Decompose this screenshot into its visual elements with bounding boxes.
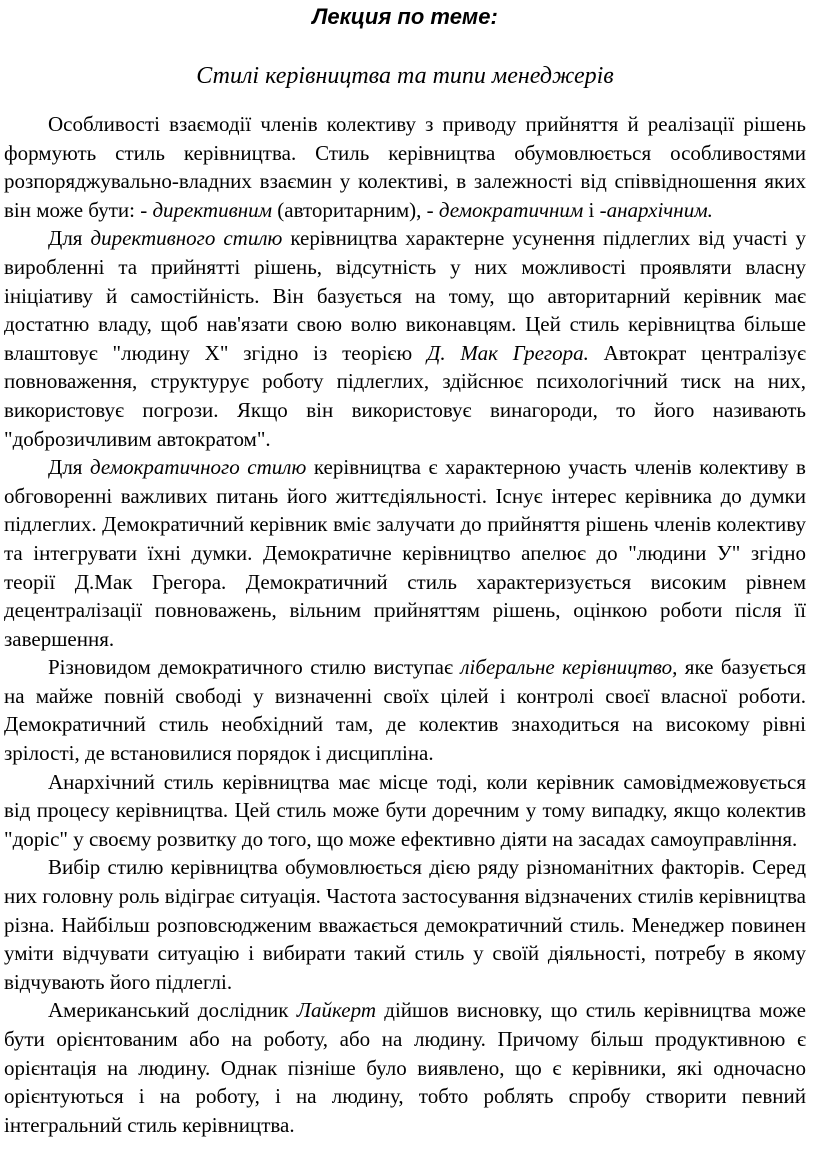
- paragraph-text: Для: [48, 455, 91, 480]
- italic-term: директивним: [152, 197, 273, 222]
- italic-term: демократичного стилю: [90, 455, 307, 480]
- paragraph-text: (авторитарним), -: [272, 197, 439, 222]
- paragraph-text: Анархічний стиль керівництва має місце тоді, коли керівник самовідмежовується від процесу керівництва. Цей стиль може бути доречним у тому випадку, якщо колектив "доріс" у своєму розвитку до того, що може ефективно діяти на засадах самоуправління.: [4, 769, 806, 851]
- paragraph-text: Вибір стилю керівництва обумовлюється дією ряду різноманітних факторів. Серед них головну роль відіграє ситуація. Частота застосування відзначених стилів керівництва різна. Найбільш розповсюдженим вважається демократичний стиль. Менеджер повинен уміти відчувати ситуацію і вибирати такий стиль у своїй діяльності, потребу в якому відчувають його підлеглі.: [4, 855, 806, 994]
- paragraph-text: дійшов висновку, що стиль керівництва може бути орієнтованим або на роботу, або на людину. Причому більш продуктивною є орієнтація на людину. Однак пізніше було виявлено, що є керівники, які одночасно орієнтуються і на роботу, і на людину, тобто роблять спробу створити певний інтегральний стиль керівництва.: [4, 998, 806, 1137]
- body-paragraph: [4, 996, 806, 1139]
- paragraph-text: керівництва є характерною участь членів колективу в обговоренні важливих питань його життєдіяльності. Існує інтерес керівника до думки підлеглих. Демократичний керівник вміє залучати до прийняття рішень членів колективу та інтегрувати їхні думки. Демократичне керівництво апелює до "людини У" згідно теорії Д.Мак Грегора. Демократичний стиль характеризується високим рівнем децентралізації повноважень, вільним прийняттям рішень, оцінкою роботи після її завершення.: [4, 455, 806, 651]
- italic-term: Лайкерт: [296, 998, 376, 1023]
- body-paragraph: [4, 110, 806, 224]
- paragraph-text: Для: [48, 226, 91, 251]
- paragraph-text: Різновидом демократичного стилю виступає: [48, 655, 461, 680]
- italic-term: директивного стилю: [90, 226, 283, 251]
- italic-term: анархічним.: [606, 197, 713, 222]
- paragraph-text: Автократ централізує повноваження, структурує роботу підлеглих, здійснює психологічний тиск на них, використовує погрози. Якщо він використовує винагороди, то його називають "доброзичливим автократом".: [4, 340, 806, 451]
- italic-term: демократичним: [438, 197, 584, 222]
- body-paragraph: [4, 453, 806, 653]
- document-body: [4, 110, 806, 1139]
- body-paragraph: [4, 768, 806, 854]
- paragraph-text: Особливості взаємодії членів колективу з приводу прийняття й реалізації рішень формують стиль керівництва. Стиль керівництва обумовлюється особливостями розпоряджувально-владних взаємин у колективі, в залежності від співвідношення яких він може бути: -: [4, 112, 806, 222]
- lecture-heading: Лекция по теме:: [312, 4, 498, 29]
- paragraph-text: яке базується на майже повній свободі у визначенні своїх цілей і контролі своєї власної роботи. Демократичний стиль необхідний там, де колектив знаходиться на високому рівні зрілості, де встановилися порядок і дисципліна.: [4, 655, 806, 766]
- italic-term: Д. Мак Грегора.: [426, 340, 589, 365]
- body-paragraph: [4, 853, 806, 996]
- lecture-title: Стилі керівництва та типи менеджерів: [196, 63, 614, 89]
- paragraph-text: Американський дослідник: [48, 998, 297, 1023]
- paragraph-text: і -: [583, 197, 607, 222]
- body-paragraph: [4, 653, 806, 767]
- paragraph-text: керівництва характерне усунення підлеглих від участі у виробленні та прийнятті рішень, відсутність у них можливості проявляти власну ініціативу й самостійність. Він базується на тому, що авторитарний керівник має достатню владу, щоб нав'язати свою волю виконавцям. Цей стиль керівництва більше влаштовує "людину X" згідно із теорією: [4, 226, 806, 365]
- italic-term: ліберальне керівництво,: [460, 655, 678, 680]
- body-paragraph: [4, 224, 806, 453]
